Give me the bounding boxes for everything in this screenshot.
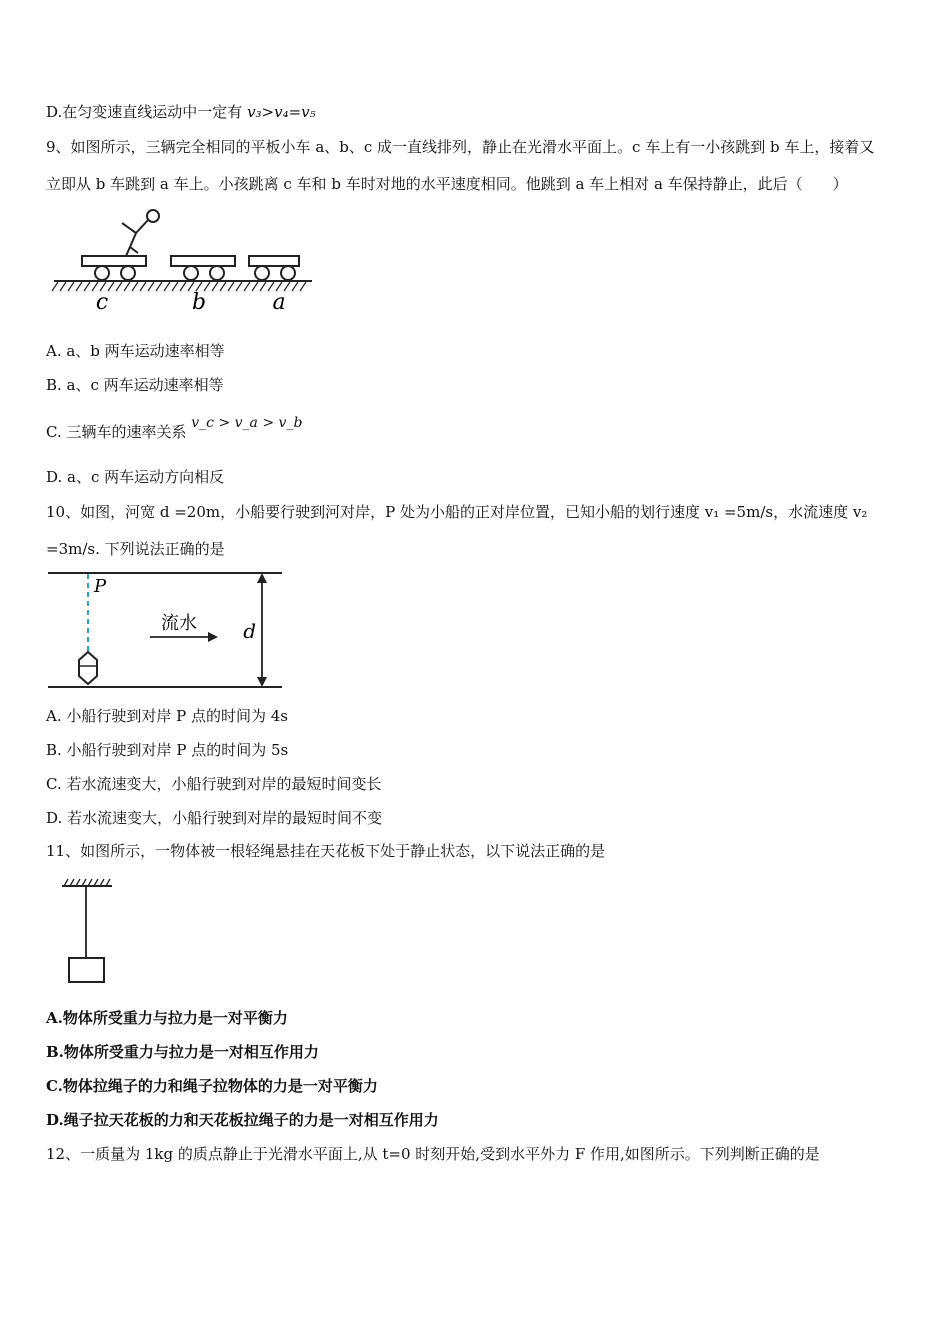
q9-option-c-formula: v_c > v_a > v_b (191, 415, 303, 431)
q9-option-c (46, 415, 303, 443)
q10-option-a: A. 小船行驶到对岸 P 点的时间为 4s (46, 707, 289, 725)
q12-stem: 12、一质量为 1kg 的质点静止于光滑水平面上,从 t=0 时刻开始,受到水平外力 F 作用,如图所示。下列判断正确的是 (46, 1145, 820, 1163)
q9-option-c-text: C. 三辆车的速率关系 (46, 423, 187, 441)
label-c: c (95, 290, 109, 315)
q11-option-d: D.绳子拉天花板的力和天花板拉绳子的力是一对相互作用力 (46, 1111, 439, 1129)
q11-option-b: B.物体所受重力与拉力是一对相互作用力 (46, 1043, 319, 1061)
label-a: a (272, 290, 286, 315)
q8-option-d-prefix: D. (46, 103, 63, 121)
q10-option-b: B. 小船行驶到对岸 P 点的时间为 5s (46, 741, 289, 759)
q11-option-a: A.物体所受重力与拉力是一对平衡力 (46, 1009, 288, 1027)
q8-option-d-text: 在匀变速直线运动中一定有 (62, 103, 243, 121)
q9-carts-figure (50, 205, 320, 315)
q11-stem: 11、如图所示，一物体被一根轻绳悬挂在天花板下处于静止状态，以下说法正确的是 (46, 842, 606, 860)
q9-option-d: D. a、c 两车运动方向相反 (46, 468, 225, 486)
q9-stem-line1: 9、如图所示，三辆完全相同的平板小车 a、b、c 成一直线排列，静止在光滑水平面上。c 车上有一小孩跳到 b 车上，接着又 (46, 138, 875, 156)
hanging-block (69, 958, 104, 982)
q10-river-figure (46, 568, 288, 692)
cart-b (171, 256, 235, 280)
p-label: P (94, 576, 107, 597)
q10-stem-line1: 10、如图，河宽 d =20m，小船要行驶到河对岸，P 处为小船的正对岸位置，已知小船的划行速度 v₁ =5m/s，水流速度 v₂ (46, 503, 868, 521)
q10-stem-line2: =3m/s. 下列说法正确的是 (46, 540, 225, 558)
q10-option-d: D. 若水流速变大，小船行驶到对岸的最短时间不变 (46, 809, 383, 827)
flow-label: 流水 (161, 613, 197, 634)
d-label: d (243, 619, 256, 643)
q11-option-c: C.物体拉绳子的力和绳子拉物体的力是一对平衡力 (46, 1077, 378, 1095)
cart-c (82, 256, 146, 280)
q9-option-b: B. a、c 两车运动速率相等 (46, 376, 224, 394)
child-figure (122, 210, 159, 256)
label-b: b (191, 290, 207, 315)
q9-option-a: A. a、b 两车运动速率相等 (46, 342, 225, 360)
boat-icon (79, 652, 97, 684)
q10-option-c: C. 若水流速变大，小船行驶到对岸的最短时间变长 (46, 775, 382, 793)
q9-stem-line2: 立即从 b 车跳到 a 车上。小孩跳离 c 车和 b 车时对地的水平速度相同。他跳到 a 车上相对 a 车保持静止，此后（ ） (46, 175, 848, 193)
q8-option-d (46, 102, 316, 122)
q8-option-d-formula: v₃>v₄=v₅ (247, 103, 316, 121)
cart-a (249, 256, 299, 280)
q11-hanging-figure (56, 878, 146, 990)
